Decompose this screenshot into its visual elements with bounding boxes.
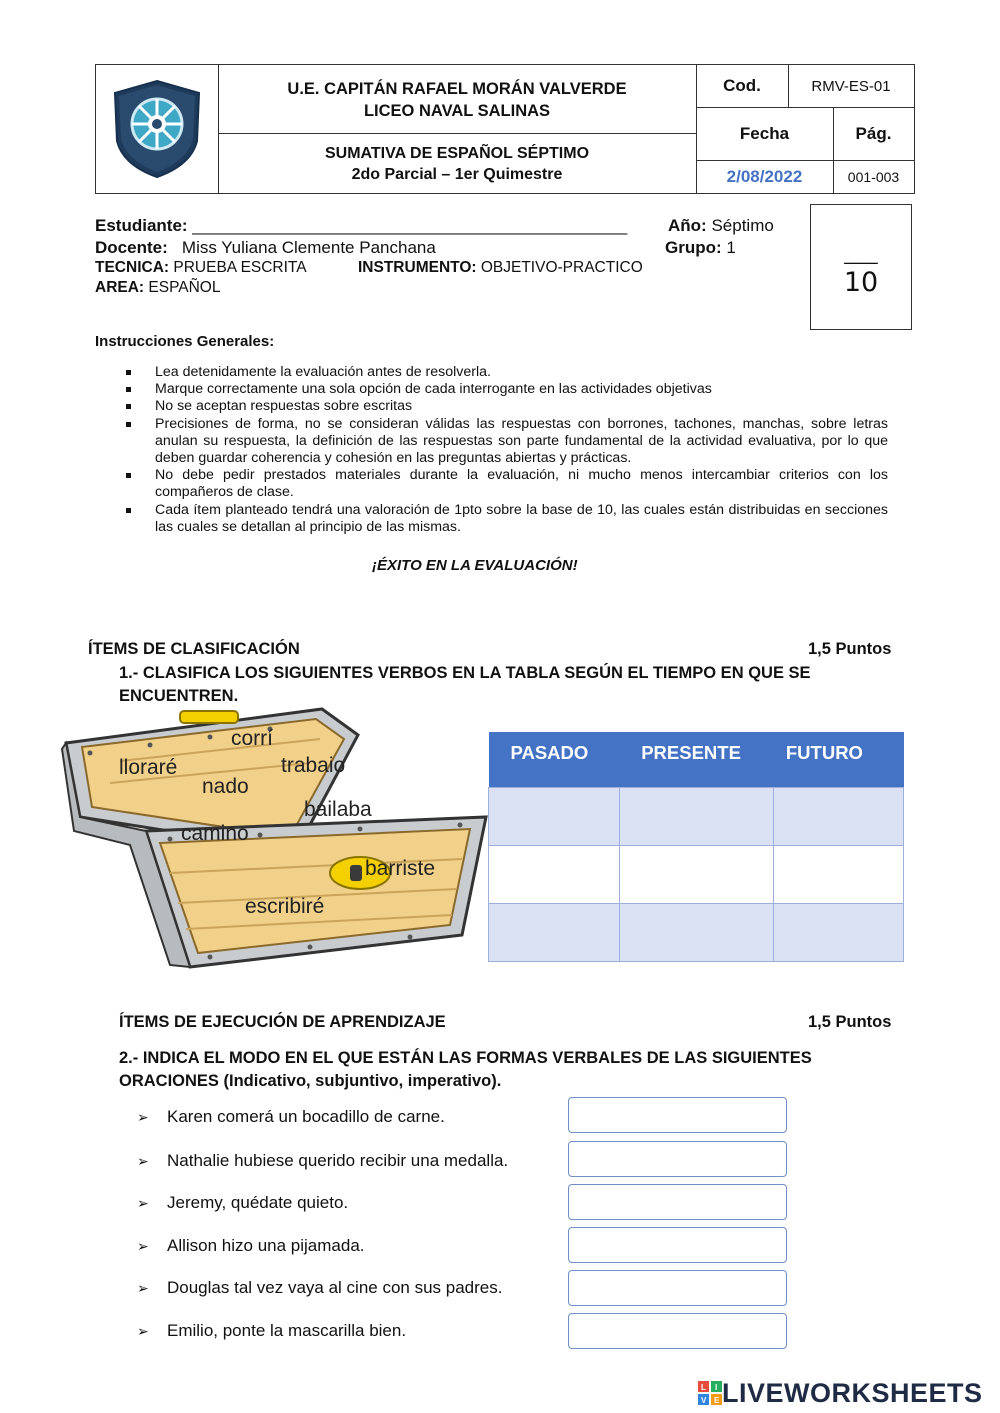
section2-points: 1,5 Puntos [808,1013,892,1031]
header-presente: PRESENTE [619,732,774,787]
instructions-list [118,364,888,536]
drop-cell[interactable] [489,845,620,903]
section1-points: 1,5 Puntos [808,640,892,658]
answer-input[interactable] [568,1141,787,1177]
grupo-row [665,238,736,258]
section2-question-2: ORACIONES (Indicativo, subjuntivo, imperativo). [119,1072,502,1090]
instrumento-value: OBJETIVO-PRACTICO [480,259,643,276]
drop-cell[interactable] [774,903,904,961]
sentence-text: Emilio, ponte la mascarilla bien. [167,1321,407,1340]
area-value: ESPAÑOL [148,279,221,296]
area-row [95,279,220,297]
exam-line-2: 2do Parcial – 1er Quimestre [351,166,563,183]
verb-table [488,732,904,962]
liveworksheets-logo [698,1378,983,1409]
drop-cell[interactable] [619,787,774,845]
svg-text:I: I [715,1383,718,1392]
shield-icon [111,79,203,179]
pag-label: Pág. [855,123,892,143]
answer-input[interactable] [568,1184,787,1220]
anio-value: Séptimo [711,216,774,235]
fecha-label: Fecha [739,123,790,143]
drop-cell[interactable] [774,845,904,903]
answer-input[interactable] [568,1097,787,1133]
brand-text: LIVEWORKSHEETS [722,1378,983,1408]
list-item: Marque correctamente una sola opción de cada interrogante en las actividades objetivas [118,381,888,398]
chest-word[interactable]: bailaba [304,798,372,821]
liveworksheets-mark-icon [698,1381,722,1405]
student-row [95,216,627,236]
chest-word[interactable]: lloraré [119,756,178,779]
treasure-chest [60,705,490,970]
chest-icon [60,705,490,970]
chest-word[interactable]: nado [202,775,249,798]
sentence-item [137,1321,406,1341]
arrow-icon: ➢ [137,1280,149,1296]
table-row [489,787,904,845]
instrumento-label: INSTRUMENTO: [358,259,477,276]
exam-title [218,137,696,191]
chest-word[interactable]: escribiré [245,895,325,918]
answer-input[interactable] [568,1313,787,1349]
school-logo [96,65,218,193]
section1-title: ÍTEMS DE CLASIFICACIÓN [88,640,300,658]
sentence-text: Nathalie hubiese querido recibir una medalla. [167,1151,509,1170]
cod-value: RMV-ES-01 [811,77,891,95]
anio-label: Año: [668,216,707,235]
fecha-value: 2/08/2022 [726,166,803,186]
chest-word[interactable]: corrí [231,727,273,750]
drop-cell[interactable] [774,787,904,845]
score-box [810,204,912,330]
area-label: AREA: [95,279,145,296]
table-row [489,845,904,903]
drop-cell[interactable] [619,903,774,961]
header-table [95,64,915,194]
sentence-item [137,1107,445,1127]
tecnica-row [95,259,307,277]
table-row [489,903,904,961]
score-blank[interactable]: ___ [844,243,878,265]
school-line-2: LICEO NAVAL SALINAS [363,102,551,120]
estudiante-label: Estudiante: [95,216,188,235]
pag-value: 001-003 [847,168,900,185]
answer-input[interactable] [568,1227,787,1263]
list-item: Cada ítem planteado tendrá una valoración de 1pto sobre la base de 10, las cuales están distribuidas en secciones las cuales se detallan al principio de las mismas. [118,502,888,536]
motto: ¡ÉXITO EN LA EVALUACIÓN! [372,557,578,574]
grupo-label: Grupo: [665,238,722,257]
sentence-text: Douglas tal vez vaya al cine con sus padres. [167,1278,503,1297]
instructions-title: Instrucciones Generales: [95,333,275,350]
sentence-item [137,1278,502,1298]
exam-line-1: SUMATIVA DE ESPAÑOL SÉPTIMO [324,145,590,162]
docente-row [95,238,436,258]
sentence-text: Allison hizo una pijamada. [167,1236,365,1255]
instrumento-row [358,259,643,277]
sentence-text: Jeremy, quédate quieto. [167,1193,349,1212]
arrow-icon: ➢ [137,1238,149,1254]
anio-row [668,216,774,236]
sentence-text: Karen comerá un bocadillo de carne. [167,1107,445,1126]
section1-question-2: ENCUENTREN. [119,687,239,705]
chest-word[interactable]: camino [181,822,249,845]
answer-input[interactable] [568,1270,787,1306]
list-item: No debe pedir prestados materiales durante la evaluación, ni mucho menos intercambiar criterios con los compañeros de clase. [118,467,888,501]
drop-cell[interactable] [489,787,620,845]
score-total: 10 [843,267,879,298]
sentence-item [137,1193,348,1213]
arrow-icon: ➢ [137,1195,149,1211]
tecnica-value: PRUEBA ESCRITA [173,259,307,276]
section2-title: ÍTEMS DE EJECUCIÓN DE APRENDIZAJE [119,1013,446,1031]
section1-question-1: 1.- CLASIFICA LOS SIGUIENTES VERBOS EN LA TABLA SEGÚN EL TIEMPO EN QUE SE [119,664,811,682]
school-line-1: U.E. CAPITÁN RAFAEL MORÁN VALVERDE [287,80,627,98]
arrow-icon: ➢ [137,1323,149,1339]
svg-text:E: E [714,1396,720,1405]
chest-word[interactable]: trabaio [281,754,346,777]
arrow-icon: ➢ [137,1153,149,1169]
drop-cell[interactable] [619,845,774,903]
docente-label: Docente: [95,238,168,257]
school-name [218,71,696,129]
header-pasado: PASADO [489,732,620,787]
svg-text:V: V [701,1396,707,1405]
arrow-icon: ➢ [137,1109,149,1125]
grupo-value: 1 [726,238,736,257]
sentence-item [137,1236,365,1256]
svg-text:L: L [701,1383,707,1392]
list-item: Lea detenidamente la evaluación antes de resolverla. [118,364,888,381]
chest-word[interactable]: barriste [365,857,436,880]
cod-label: Cod. [723,76,761,95]
tecnica-label: TECNICA: [95,259,170,276]
list-item: Precisiones de forma, no se consideran válidas las respuestas con borrones, tachones, manchas, sobre letras anulan su respuesta, la definición de las respuestas son parte fundamental de la actividad evaluativa, por lo que deben guardar coherencia y cohesión en las preguntas abiertas y prácticas. [118,416,888,468]
drop-cell[interactable] [489,903,620,961]
docente-value: Miss Yuliana Clemente Panchana [181,238,436,257]
list-item: No se aceptan respuestas sobre escritas [118,398,888,415]
sentence-item [137,1151,508,1171]
header-futuro: FUTURO [774,732,904,787]
estudiante-blank[interactable]: ______________________________________________ [192,216,628,235]
section2-question-1: 2.- INDICA EL MODO EN EL QUE ESTÁN LAS FORMAS VERBALES DE LAS SIGUIENTES [119,1049,812,1067]
